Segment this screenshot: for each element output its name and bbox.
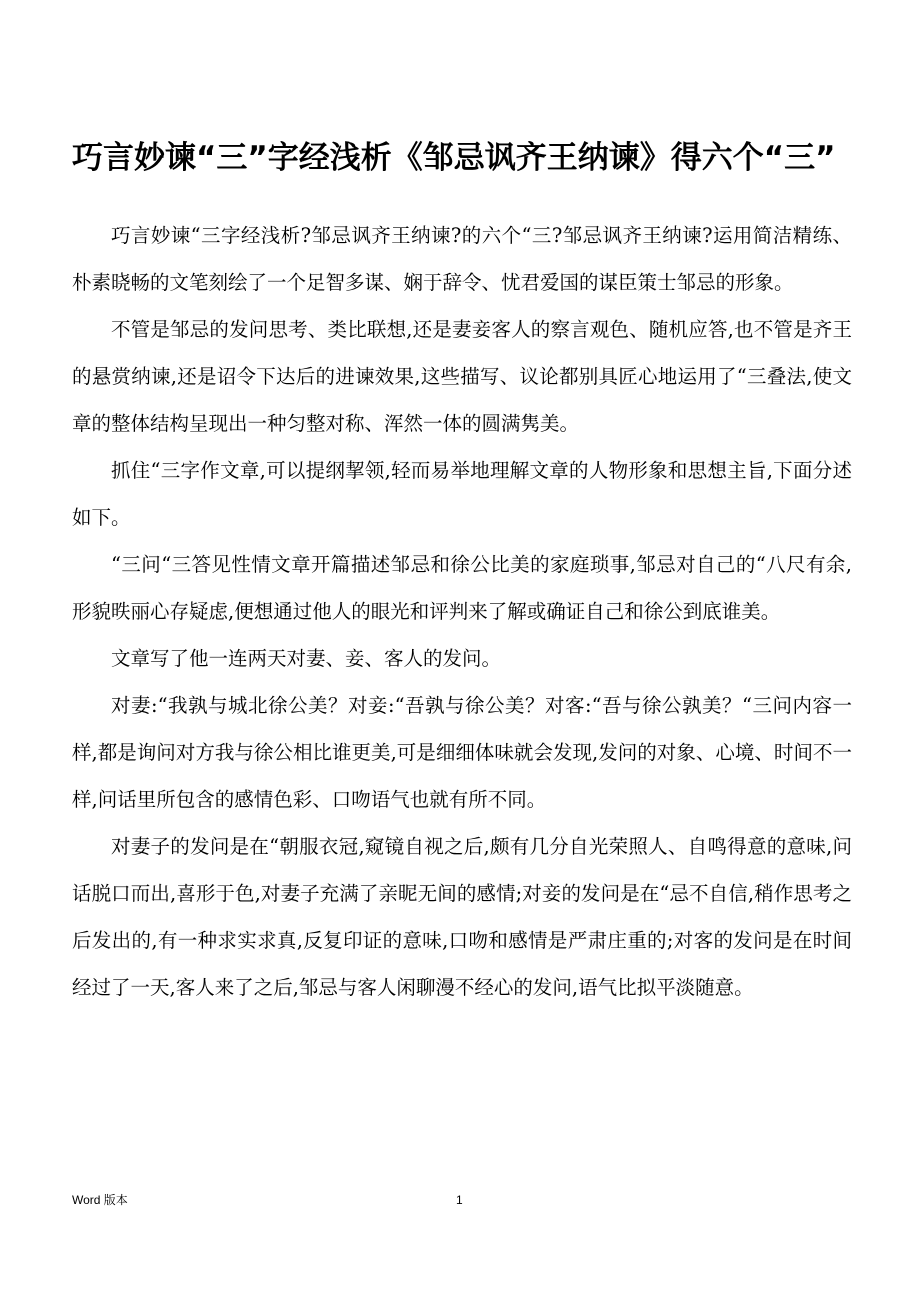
document-title: 巧言妙谏“三”字经浅析《邹忌讽齐王纳谏》得六个“三”	[72, 140, 836, 176]
paragraph-7: 对妻子的发问是在“朝服衣冠,窥镜自视之后,颇有几分自光荣照人、自鸣得意的意味,问话脱口而出,喜形于色,对妻子充满了亲昵无间的感情;对妾的发问是在“忌不自信,稍作思考之后发出的,有一种求实求真,反复印证的意味,口吻和感情是严肃庄重的;对客的发问是在时间经过了一天,客人来了之后,邹忌与客人闲聊漫不经心的发问,语气比拟平淡随意。	[72, 835, 852, 999]
paragraph-2: 不管是邹忌的发问思考、类比联想,还是妻妾客人的察言观色、随机应答,也不管是齐王的悬赏纳谏,还是诏令下达后的进谏效果,这些描写、议论都别具匠心地运用了“三叠法,使文章的整体结构呈现出一种匀整对称、浑然一体的圆满隽美。	[72, 318, 852, 435]
paragraph-4: “三问“三答见性情文章开篇描述邹忌和徐公比美的家庭琐事,邹忌对自己的“八尺有余,形貌昳丽心存疑虑,便想通过他人的眼光和评判来了解或确证自己和徐公到底谁美。	[72, 553, 852, 623]
footer-version-label: Word 版本	[72, 1193, 128, 1207]
footer-page-number: 1	[456, 1193, 463, 1207]
document-body	[72, 212, 852, 1011]
paragraph-1: 巧言妙谏“三字经浅析?邹忌讽齐王纳谏?的六个“三?邹忌讽齐王纳谏?运用简洁精练、朴素晓畅的文笔刻绘了一个足智多谋、娴于辞令、忧君爱国的谋臣策士邹忌的形象。	[72, 224, 852, 294]
paragraph-3: 抓住“三字作文章,可以提纲挈领,轻而易举地理解文章的人物形象和思想主旨,下面分述如下。	[72, 459, 852, 529]
paragraph-6: 对妻:“我孰与城北徐公美？对妾:“吾孰与徐公美？对客:“吾与徐公孰美？“三问内容一样,都是询问对方我与徐公相比谁更美,可是细细体味就会发现,发问的对象、心境、时间不一样,问话里所包含的感情色彩、口吻语气也就有所不同。	[72, 694, 852, 811]
paragraph-5: 文章写了他一连两天对妻、妾、客人的发问。	[111, 647, 502, 670]
